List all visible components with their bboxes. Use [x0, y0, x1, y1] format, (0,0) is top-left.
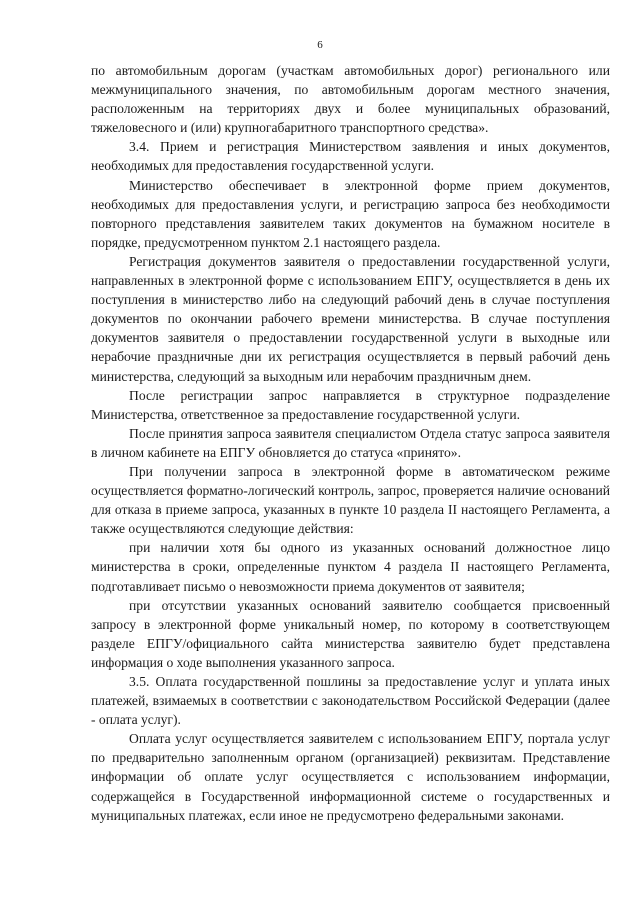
document-body: [91, 61, 610, 825]
paragraph: Министерство обеспечивает в электронной форме прием документов, необходимых для предоставления услуги, и регистрацию запроса без необходимости повторного представления заявителем таких документов на бумажном носителе в порядке, предусмотренном пунктом 2.1 настоящего раздела.: [91, 177, 610, 250]
paragraph: После принятия запроса заявителя специалистом Отдела статус запроса заявителя в личном кабинете на ЕПГУ обновляется до статуса «принято».: [91, 425, 610, 460]
section-heading-3-5: 3.5. Оплата государственной пошлины за предоставление услуг и уплата иных платежей, взимаемых в соответствии с законодательством Российской Федерации (далее - оплата услуг).: [91, 674, 610, 728]
paragraph: Регистрация документов заявителя о предоставлении государственной услуги, направленных в электронной форме с использованием ЕПГУ, осуществляется в день их поступления в министерство либо на следующий рабочий день в случае поступления документов по окончании рабочего времени министерства. В случае поступления документов заявителя о предоставлении государственной услуги в выходные или нерабочие праздничные дни их регистрация осуществляется в первый рабочий день министерства, следующий за выходным или нерабочим праздничным днем.: [91, 253, 610, 384]
paragraph: После регистрации запрос направляется в структурное подразделение Министерства, ответственное за предоставление государственной услуги.: [91, 387, 610, 422]
page-number: 6: [317, 39, 323, 51]
paragraph: Оплата услуг осуществляется заявителем с использованием ЕПГУ, портала услуг по предварительно заполненным органом (организацией) реквизитам. Представление информации об оплате услуг осуществляется с использованием информации, содержащейся в Государственной информационной системе о государственных и муниципальных платежах, если иное не предусмотрено федеральными законами.: [91, 731, 610, 823]
paragraph: При получении запроса в электронной форме в автоматическом режиме осуществляется форматно-логический контроль, запрос, проверяется наличие оснований для отказа в приеме запроса, указанных в пункте 10 раздела II настоящего Регламента, а также осуществляются следующие действия:: [91, 463, 610, 537]
paragraph: при наличии хотя бы одного из указанных оснований должностное лицо министерства в сроки, определенные пунктом 4 раздела II настоящего Регламента, подготавливает письмо о невозможности приема документов от заявителя;: [91, 540, 610, 594]
section-heading-3-4: 3.4. Прием и регистрация Министерством заявления и иных документов, необходимых для предоставления государственной услуги.: [91, 139, 610, 174]
paragraph-continuation: по автомобильным дорогам (участкам автомобильных дорог) регионального или межмуниципального значения, по автомобильным дорогам местного значения, расположенным на территориях двух и более муниципальных образований, тяжеловесного и (или) крупногабаритного транспортного средства».: [91, 63, 610, 136]
paragraph: при отсутствии указанных оснований заявителю сообщается присвоенный запросу в электронной форме уникальный номер, по которому в соответствующем разделе ЕПГУ/официального сайта министерства заявителю будет представлена информация о ходе выполнения указанного запроса.: [91, 597, 610, 670]
